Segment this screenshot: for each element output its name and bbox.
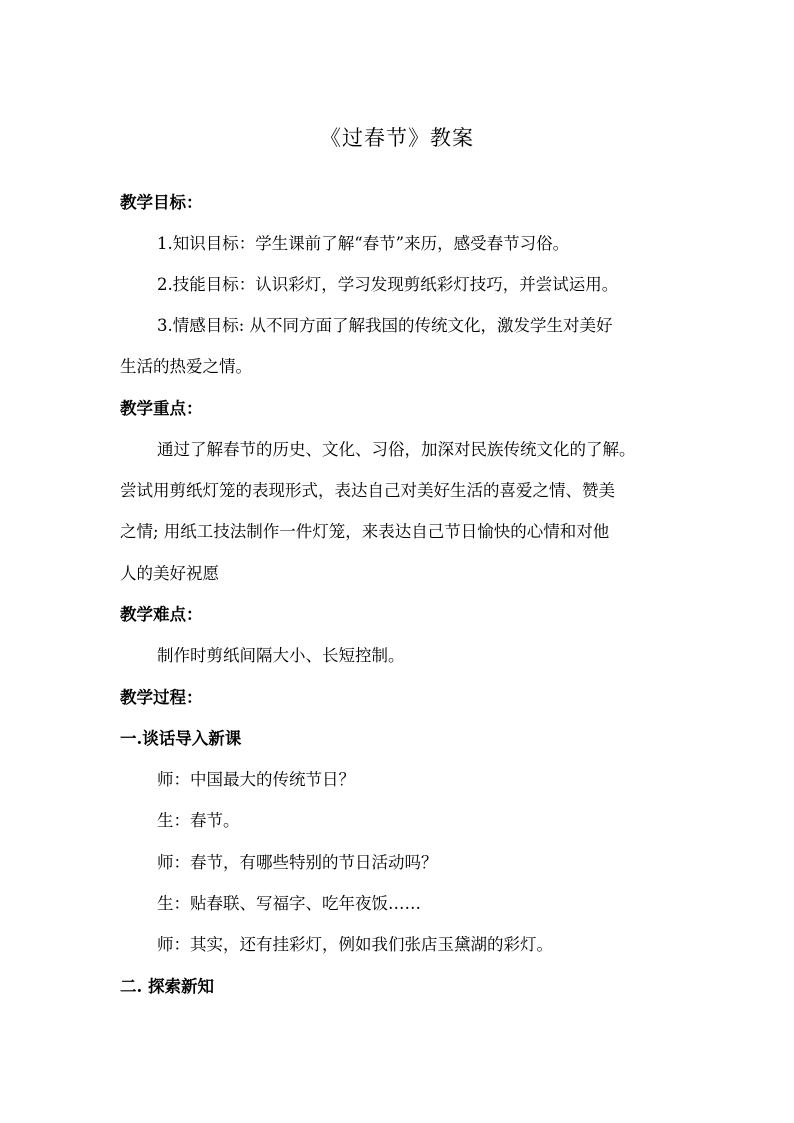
key-points-line-1: 通过了解春节的历史、文化、习俗，加深对民族传统文化的了解。 — [157, 440, 636, 459]
dialogue-line-2: 生：春节。 — [157, 811, 240, 830]
key-points-line-2: 尝试用剪纸灯笼的表现形式，表达自己对美好生活的喜爱之情、赞美 — [120, 481, 615, 500]
difficulty-heading: 教学难点： — [120, 605, 203, 624]
part1-heading: 一.谈话导入新课 — [120, 729, 242, 748]
objective-3-line-1: 3.情感目标: 从不同方面了解我国的传统文化，激发学生对美好 — [157, 316, 613, 335]
objective-1: 1.知识目标：学生课前了解“春节”来历，感受春节习俗。 — [157, 234, 570, 253]
part2-heading: 二. 探索新知 — [120, 977, 214, 996]
difficulty-text: 制作时剪纸间隔大小、长短控制。 — [157, 646, 405, 665]
dialogue-line-1: 师：中国最大的传统节日？ — [157, 770, 355, 789]
dialogue-line-5: 师：其实，还有挂彩灯，例如我们张店玉黛湖的彩灯。 — [157, 935, 553, 954]
key-points-line-4: 人的美好祝愿 — [120, 564, 219, 583]
dialogue-line-4: 生：贴春联、写福字、吃年夜饭…… — [157, 894, 421, 913]
objective-2: 2.技能目标：认识彩灯，学习发现剪纸彩灯技巧，并尝试运用。 — [157, 275, 619, 294]
key-points-line-3: 之情; 用纸工技法制作一件灯笼，来表达自己节日愉快的心情和对他 — [120, 522, 610, 541]
document-title: 《过春节》教案 — [320, 126, 474, 150]
process-heading: 教学过程： — [120, 688, 203, 707]
objectives-heading: 教学目标： — [120, 193, 203, 212]
objective-3-line-2: 生活的热爱之情。 — [120, 357, 252, 376]
key-points-heading: 教学重点： — [120, 399, 203, 418]
dialogue-line-3: 师：春节，有哪些特别的节日活动吗？ — [157, 853, 438, 872]
